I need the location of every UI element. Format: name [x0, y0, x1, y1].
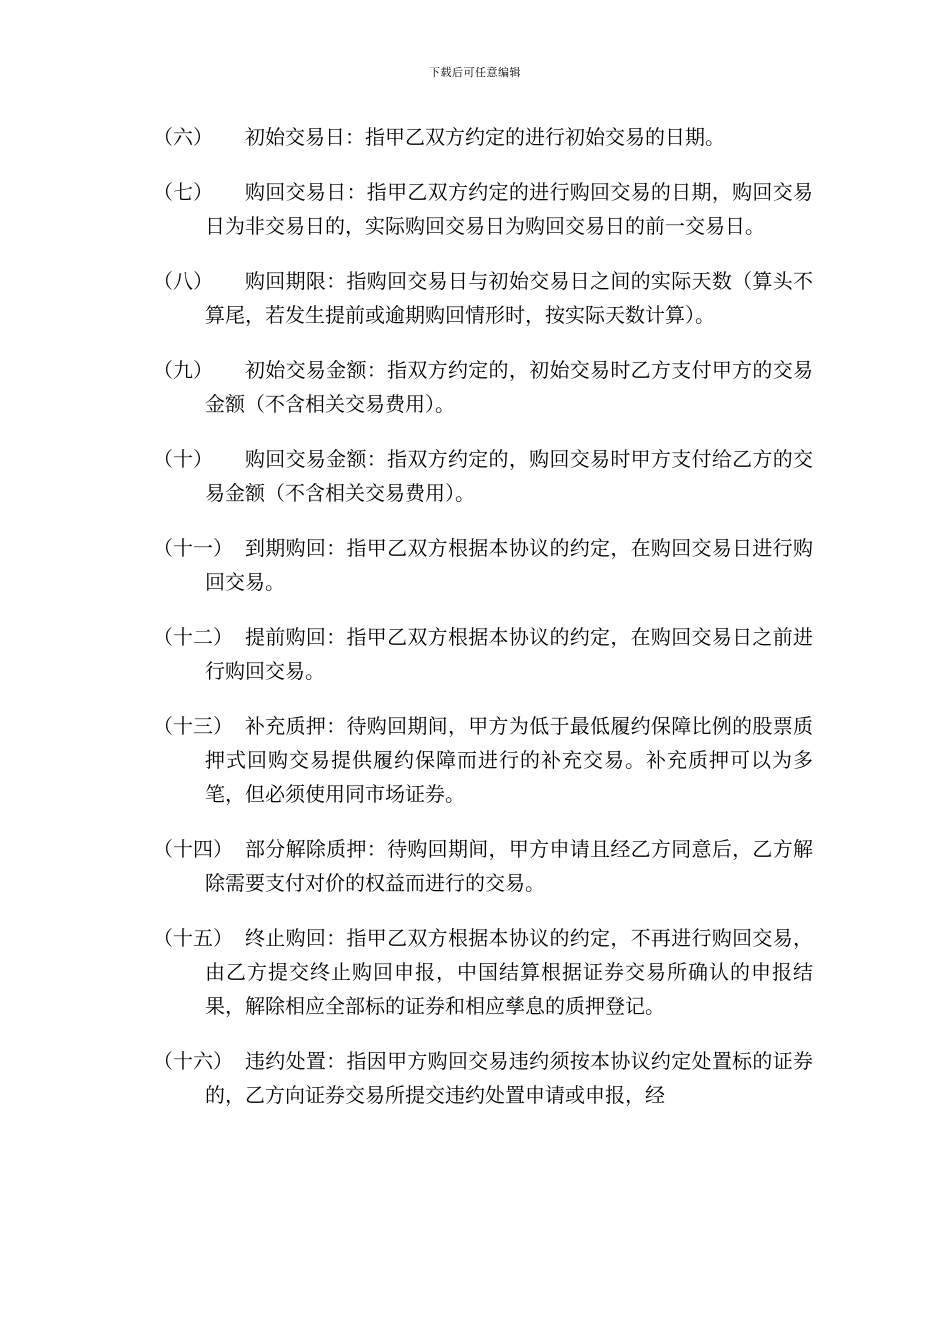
- clause-list: [153, 120, 813, 1133]
- clause-item: [153, 531, 813, 599]
- clause-text: 初始交易金额：指双方约定的，初始交易时乙方支付甲方的交易金额（不含相关交易费用）。: [205, 358, 813, 416]
- clause-text: 补充质押：待购回期间，甲方为低于最低履约保障比例的股票质押式回购交易提供履约保障而进行的补充交易。补充质押可以为多笔，但必须使用同市场证券。: [205, 714, 813, 806]
- page-header-note: 下载后可任意编辑: [429, 66, 521, 79]
- clause-text: 初始交易日：指甲乙双方约定的进行初始交易的日期。: [245, 125, 725, 149]
- clause-number: （六）: [153, 125, 213, 149]
- clause-text: 购回期限：指购回交易日与初始交易日之间的实际天数（算头不算尾，若发生提前或逾期购回情形时，按实际天数计算）。: [205, 269, 813, 327]
- clause-text: 部分解除质押：待购回期间，甲方申请且经乙方同意后，乙方解除需要支付对价的权益而进行的交易。: [205, 837, 813, 895]
- clause-text: 购回交易金额：指双方约定的，购回交易时甲方支付给乙方的交易金额（不含相关交易费用）。: [205, 447, 813, 505]
- clause-text: 终止购回：指甲乙双方根据本协议的约定，不再进行购回交易，由乙方提交终止购回申报，中国结算根据证券交易所确认的申报结果，解除相应全部标的证券和相应孳息的质押登记。: [205, 926, 813, 1018]
- clause-number: （九）: [153, 358, 213, 382]
- clause-text: 购回交易日：指甲乙双方约定的进行购回交易的日期，购回交易日为非交易日的，实际购回交易日为购回交易日的前一交易日。: [205, 180, 813, 238]
- clause-item: [153, 442, 813, 510]
- clause-number: （十二）: [153, 625, 233, 649]
- clause-text: 提前购回：指甲乙双方根据本协议的约定，在购回交易日之前进行购回交易。: [205, 625, 813, 683]
- clause-number: （十一）: [153, 536, 233, 560]
- clause-item: [153, 832, 813, 900]
- clause-item: [153, 620, 813, 688]
- clause-item: [153, 264, 813, 332]
- clause-number: （八）: [153, 269, 213, 293]
- clause-text: 违约处置：指因甲方购回交易违约须按本协议约定处置标的证券的，乙方向证券交易所提交违约处置申请或申报，经: [205, 1049, 813, 1107]
- clause-number: （十）: [153, 447, 213, 471]
- clause-item: [153, 353, 813, 421]
- clause-item: [153, 175, 813, 243]
- clause-text: 到期购回：指甲乙双方根据本协议的约定，在购回交易日进行购回交易。: [205, 536, 813, 594]
- clause-item: [153, 921, 813, 1023]
- clause-item: [153, 1044, 813, 1112]
- clause-item: [153, 709, 813, 811]
- clause-number: （十五）: [153, 926, 233, 950]
- clause-number: （十四）: [153, 837, 233, 861]
- clause-number: （十三）: [153, 714, 233, 738]
- clause-number: （七）: [153, 180, 213, 204]
- clause-number: （十六）: [153, 1049, 233, 1073]
- clause-item: [153, 120, 813, 154]
